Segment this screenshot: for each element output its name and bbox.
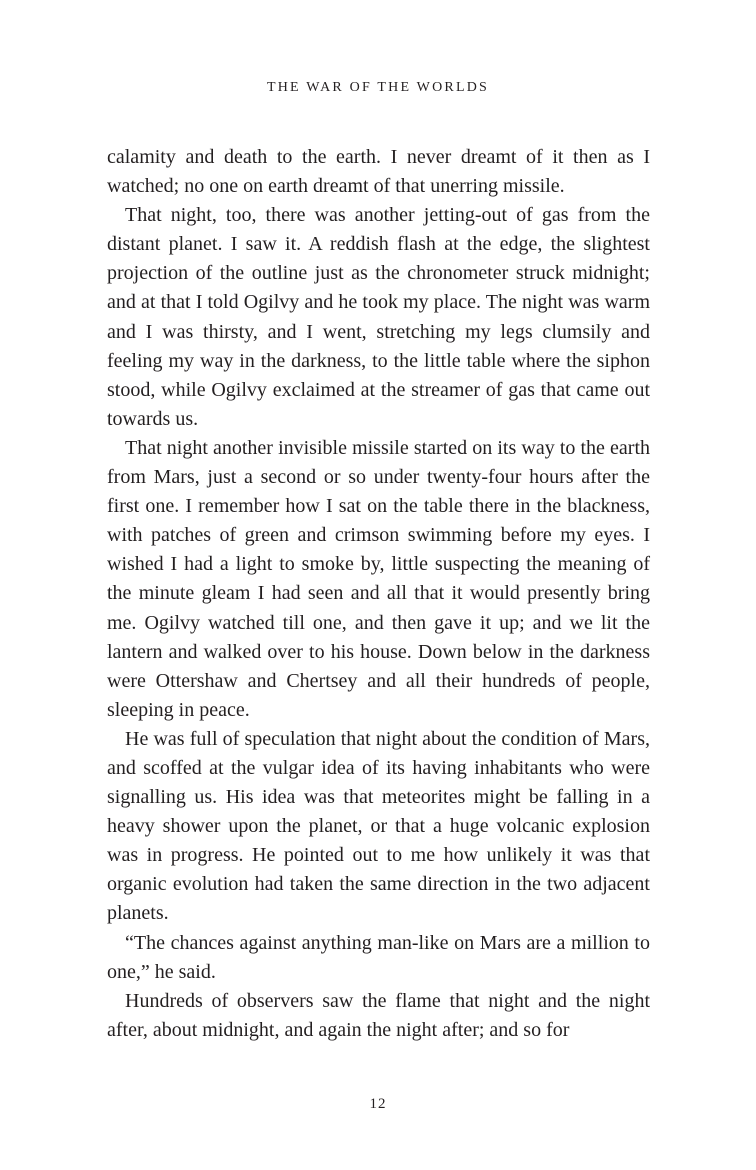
paragraph: “The chances against anything man-like on Mars are a million to one,” he said. [107,931,650,983]
body-text [107,143,650,1045]
paragraph: Hundreds of observers saw the flame that night and the night after, about midnight, and again the night after; and so for [107,989,650,1041]
paragraph: He was full of speculation that night about the condition of Mars, and scoffed at the vulgar idea of its having inhabitants who were signalling us. His idea was that meteorites might be falling in a heavy shower upon the planet, or that a huge volcanic explosion was in progress. He pointed out to me how unlikely it was that organic evolution had taken the same direction in the two adjacent planets. [107,727,650,925]
paragraph: That night another invisible missile started on its way to the earth from Mars, just a second or so under twenty-four hours after the first one. I remember how I sat on the table there in the blackness, with patches of green and crimson swimming before my eyes. I wished I had a light to smoke by, little suspecting the meaning of the minute gleam I had seen and all that it would presently bring me. Ogilvy watched till one, and then gave it up; and we lit the lantern and walked over to his house. Down below in the darkness were Ottershaw and Chertsey and all their hundreds of people, sleeping in peace. [107,436,650,721]
page-number: 12 [369,1096,387,1112]
paragraph: That night, too, there was another jetting-out of gas from the distant planet. I saw it. A reddish flash at the edge, the slightest projection of the outline just as the chronometer struck midnight; and at that I told Ogilvy and he took my place. The night was warm and I was thirsty, and I went, stretching my legs clumsily and feeling my way in the darkness, to the little table where the siphon stood, while Ogilvy exclaimed at the streamer of gas that came out towards us. [107,204,650,430]
running-head-title: THE WAR OF THE WORLDS [267,80,489,95]
paragraph-continued: calamity and death to the earth. I never dreamt of it then as I watched; no one on earth dreamt of that unerring missile. [107,146,650,198]
